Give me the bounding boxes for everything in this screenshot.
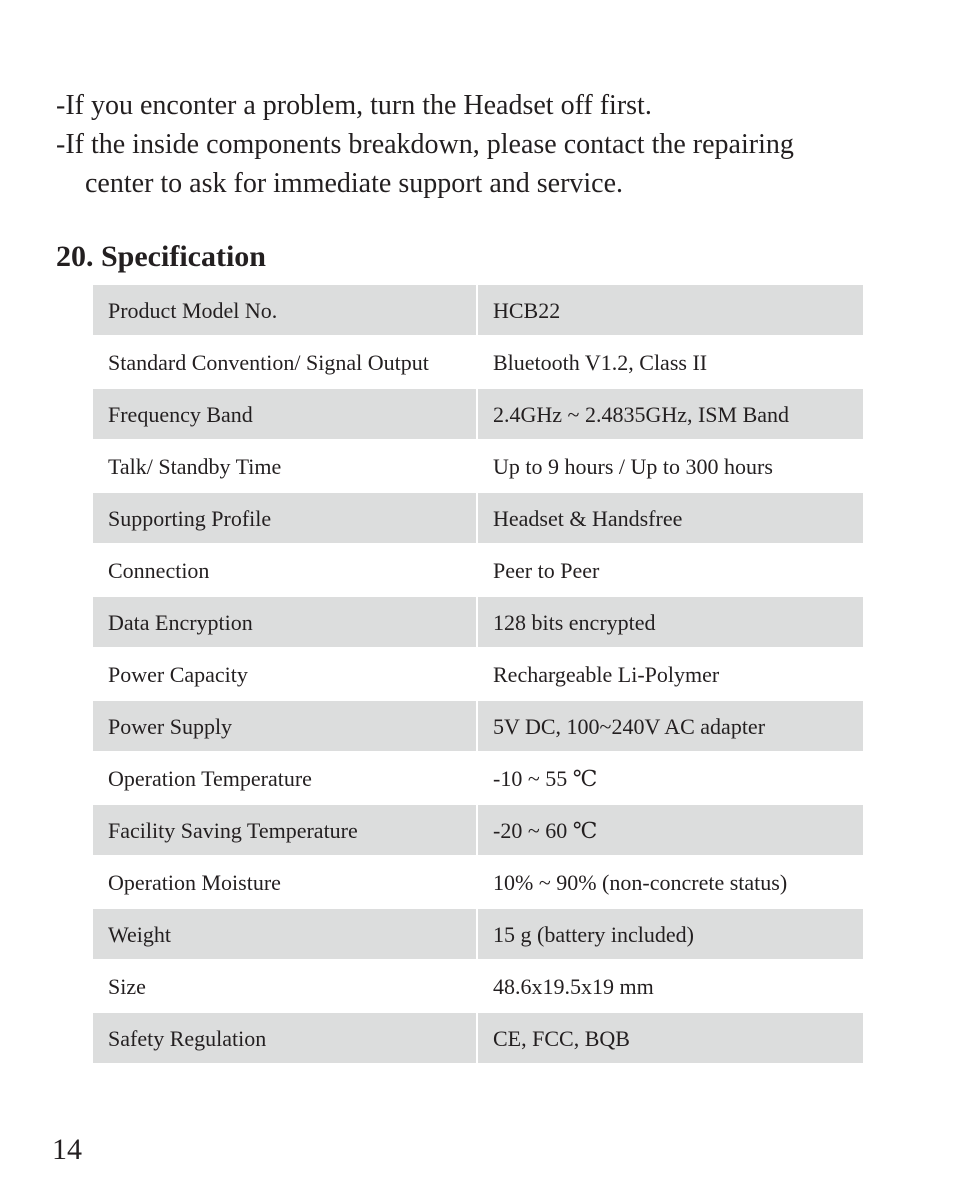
spec-label: Operation Temperature: [108, 766, 312, 791]
spec-row: [93, 545, 863, 595]
spec-row: [93, 441, 863, 491]
note-line-1: -If you enconter a problem, turn the Headset off first.: [56, 90, 652, 121]
spec-label: Talk/ Standby Time: [108, 454, 282, 479]
spec-row: [93, 389, 863, 439]
spec-value: Bluetooth V1.2, Class II: [493, 350, 708, 375]
spec-value: 2.4GHz ~ 2.4835GHz, ISM Band: [478, 389, 863, 439]
spec-label: Safety Regulation: [93, 1013, 476, 1063]
spec-value: 48.6x19.5x19 mm: [493, 974, 654, 999]
spec-label: Supporting Profile: [93, 493, 476, 543]
spec-row: [93, 805, 863, 855]
spec-value: 128 bits encrypted: [478, 597, 863, 647]
specification-table: [93, 285, 863, 1065]
spec-value: Headset & Handsfree: [478, 493, 863, 543]
spec-value: Peer to Peer: [493, 558, 600, 583]
troubleshooting-notes: [56, 86, 926, 203]
spec-label: Data Encryption: [93, 597, 476, 647]
spec-label: Power Supply: [93, 701, 476, 751]
spec-label: Size: [108, 974, 146, 999]
spec-row: [93, 857, 863, 907]
note-line-2-continuation: center to ask for immediate support and service.: [85, 168, 624, 199]
spec-value: 15 g (battery included): [478, 909, 863, 959]
spec-label: Standard Convention/ Signal Output: [108, 350, 429, 375]
spec-row: [93, 909, 863, 959]
spec-label: Weight: [93, 909, 476, 959]
spec-value: -20 ~ 60 ℃: [478, 805, 863, 855]
page-number: 14: [52, 1133, 82, 1166]
spec-value: -10 ~ 55 ℃: [493, 766, 598, 791]
spec-row: [93, 1013, 863, 1063]
note-line-2: -If the inside components breakdown, please contact the repairing: [56, 129, 794, 160]
spec-value: CE, FCC, BQB: [478, 1013, 863, 1063]
spec-label: Frequency Band: [93, 389, 476, 439]
spec-label: Facility Saving Temperature: [93, 805, 476, 855]
spec-label: Operation Moisture: [108, 870, 281, 895]
spec-value: HCB22: [478, 285, 863, 335]
spec-row: [93, 285, 863, 335]
spec-row: [93, 337, 863, 387]
spec-row: [93, 597, 863, 647]
spec-row: [93, 649, 863, 699]
spec-value: 5V DC, 100~240V AC adapter: [478, 701, 863, 751]
spec-label: Connection: [108, 558, 210, 583]
spec-label: Power Capacity: [108, 662, 248, 687]
section-title: 20. Specification: [56, 240, 266, 273]
spec-value: 10% ~ 90% (non-concrete status): [493, 870, 788, 895]
spec-row: [93, 701, 863, 751]
spec-row: [93, 961, 863, 1011]
spec-row: [93, 493, 863, 543]
spec-value: Rechargeable Li-Polymer: [493, 662, 720, 687]
spec-label: Product Model No.: [93, 285, 476, 335]
spec-row: [93, 753, 863, 803]
spec-value: Up to 9 hours / Up to 300 hours: [493, 454, 773, 479]
